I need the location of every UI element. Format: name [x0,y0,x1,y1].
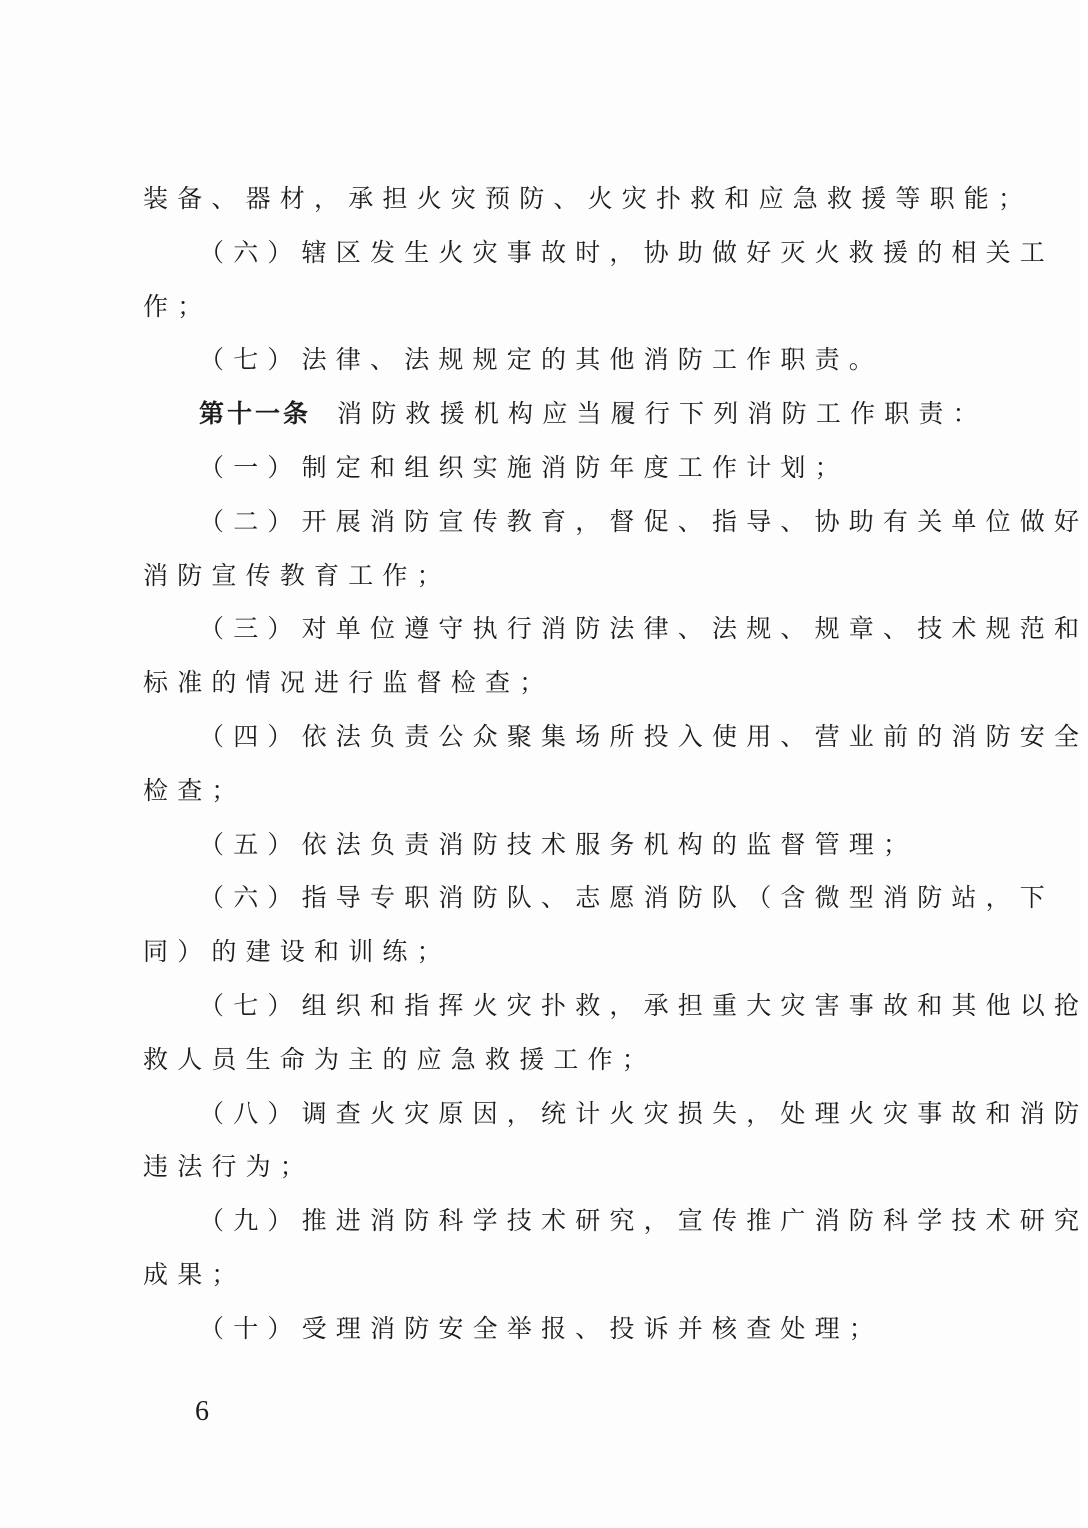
text-line: （十）受理消防安全举报、投诉并核查处理； [199,1313,884,1343]
text-line: （三）对单位遵守执行消防法律、法规、规章、技术规范和 [199,614,1088,644]
text-line: 成果； [143,1259,246,1289]
text-line: （四）依法负责公众聚集场所投入使用、营业前的消防安全 [199,721,1088,751]
text-line: （九）推进消防科学技术研究，宣传推广消防科学技术研究 [199,1206,1088,1236]
article-heading: 第十一条 [199,399,312,429]
text-line: （六）指导专职消防队、志愿消防队（含微型消防站，下 [199,883,1055,913]
document-body [143,172,1088,1356]
text-line: （六）辖区发生火灾事故时，协助做好灭火救援的相关工 [199,237,1055,267]
text-line: （八）调查火灾原因，统计火灾损失，处理火灾事故和消防 [199,1098,1088,1128]
page-number: 6 [195,1396,209,1427]
article-11-line [143,387,987,441]
text-line: 违法行为； [143,1152,315,1182]
text-line: （五）依法负责消防技术服务机构的监督管理； [199,829,918,859]
text-line: 救人员生命为主的应急救援工作； [143,1044,657,1074]
text-line: 装备、器材，承担火灾预防、火灾扑救和应急救援等职能； [143,184,1033,213]
text-line: 作； [143,291,212,321]
text-line: 消防宣传教育工作； [143,560,451,590]
text-line: 检查； [143,775,246,805]
text-line: （二）开展消防宣传教育，督促、指导、协助有关单位做好 [199,506,1088,536]
text-line: （七）组织和指挥火灾扑救，承担重大灾害事故和其他以抢 [199,990,1088,1020]
text-line: 标准的情况进行监督检查； [143,668,554,698]
article-text: 消防救援机构应当履行下列消防工作职责： [337,399,987,429]
text-line: 同）的建设和训练； [143,937,451,967]
text-line: （七）法律、法规规定的其他消防工作职责。 [199,345,884,375]
text-line: （一）制定和组织实施消防年度工作计划； [199,452,849,482]
